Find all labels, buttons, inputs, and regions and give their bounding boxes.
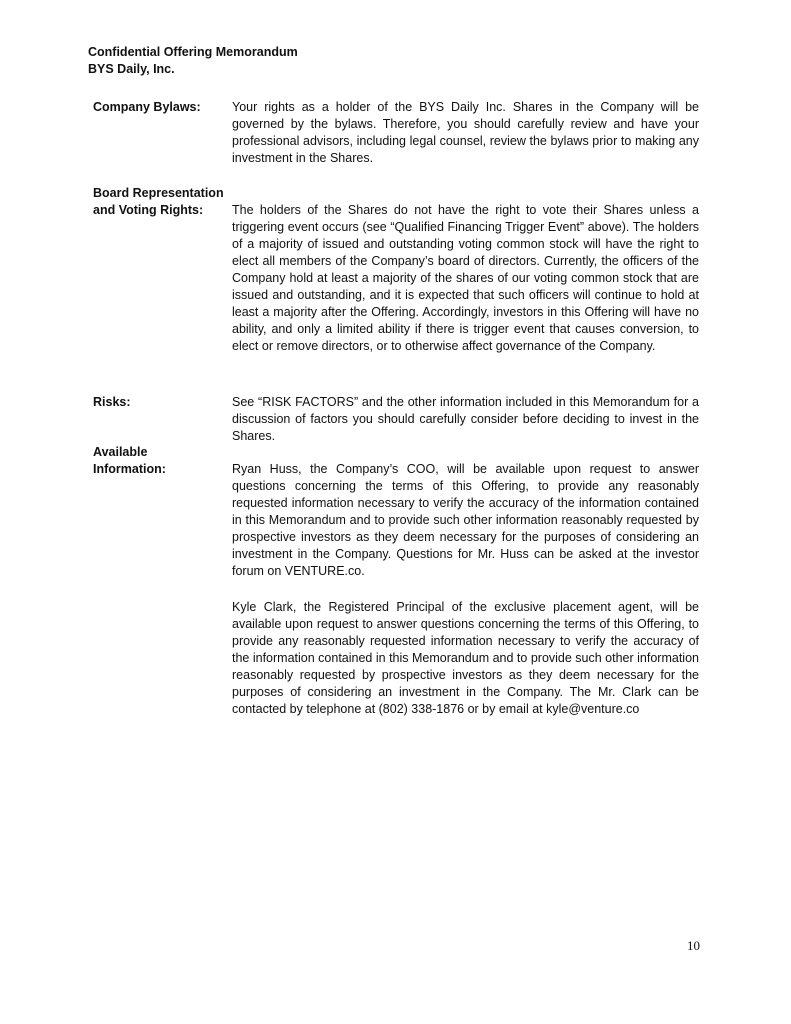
document-header <box>88 44 298 78</box>
label-company-bylaws: Company Bylaws: <box>93 100 201 114</box>
label-voting-rights: and Voting Rights: <box>93 203 204 217</box>
text-board-representation: The holders of the Shares do not have the right to vote their Shares unless a triggering event occurs (see “Qualified Financing Trigger Event” above). The holders of a majority of issued and outstanding voting common stock will have the right to elect all members of the Company’s board of directors. Currently, the officers of the Company hold at least a majority of the shares of our voting common stock that are issued and outstanding, and it is expected that such officers will continue to hold at least a majority after the Offering. Accordingly, investors in this Offering will have no ability, and only a limited ability if there is trigger event that causes conversion, to elect or remove directors, or to otherwise affect governance of the Company. <box>232 203 699 353</box>
header-title: Confidential Offering Memorandum <box>88 45 298 59</box>
label-available: Available <box>93 445 148 459</box>
text-available-information-1: Ryan Huss, the Company’s COO, will be available upon request to answer questions concerning the terms of this Offering, to provide any reasonably requested information necessary to verify the accuracy of the information contained in this Memorandum and to provide such other information reasonably requested by prospective investors as they deem necessary for the purposes of considering an investment in the Company. Questions for Mr. Huss can be asked at the investor forum on VENTURE.co. <box>232 462 699 578</box>
text-available-information-2: Kyle Clark, the Registered Principal of the exclusive placement agent, will be available upon request to answer questions concerning the terms of this Offering, to provide any reasonably requested information necessary to verify the accuracy of the information contained in this Memorandum and to provide such other information reasonably requested by prospective investors as they deem necessary for the purposes of considering an investment in the Company. The Mr. Clark can be contacted by telephone at (802) 338-1876 or by email at kyle@venture.co <box>232 600 699 716</box>
label-board-representation: Board Representation <box>93 186 224 200</box>
text-risks: See “RISK FACTORS” and the other information included in this Memorandum for a discussion of factors you should carefully consider before deciding to invest in the Shares. <box>232 395 699 443</box>
header-company: BYS Daily, Inc. <box>88 62 175 76</box>
page-number: 10 <box>687 938 700 953</box>
label-risks: Risks: <box>93 395 131 409</box>
text-company-bylaws: Your rights as a holder of the BYS Daily Inc. Shares in the Company will be governed by the bylaws. Therefore, you should carefully review and have your professional advisors, including legal counsel, review the bylaws prior to making any investment in the Shares. <box>232 100 699 165</box>
label-information: Information: <box>93 462 166 476</box>
